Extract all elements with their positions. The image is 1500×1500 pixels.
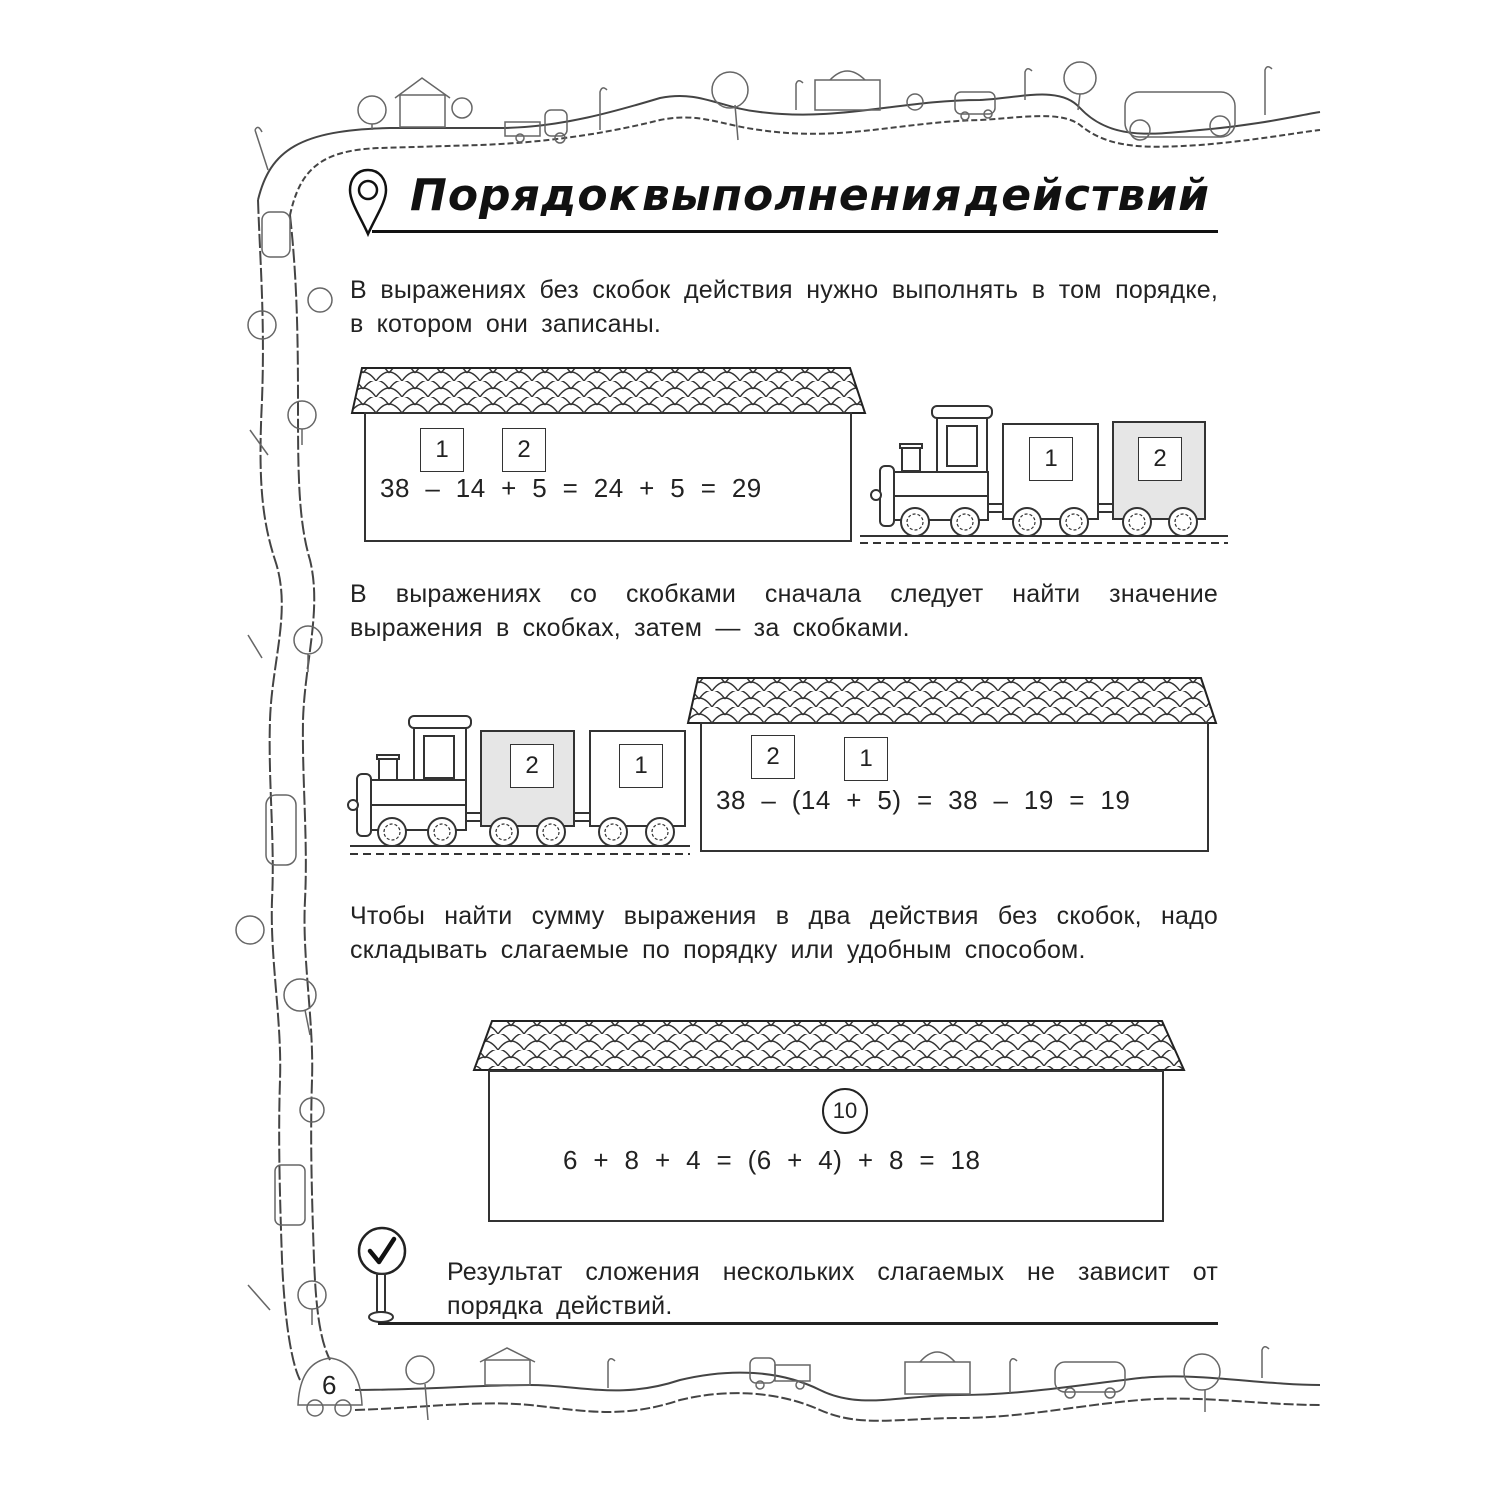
- title-underline: [372, 230, 1218, 233]
- title-word: Порядок: [410, 169, 640, 221]
- circled-sum: 10: [822, 1088, 868, 1134]
- wagon-label: 1: [1029, 437, 1073, 481]
- expression-2: 38 – (14 + 5) = 38 – 19 = 19: [716, 785, 1131, 815]
- expression-1: 38 – 14 + 5 = 24 + 5 = 29: [380, 473, 762, 503]
- title-word: выполнения: [641, 169, 963, 221]
- order-box: 2: [751, 735, 795, 779]
- title-word: действий: [964, 169, 1210, 221]
- wagon-label: 1: [619, 744, 663, 788]
- note-underline: [378, 1322, 1218, 1325]
- expression-3: 6 + 8 + 4 = (6 + 4) + 8 = 18: [563, 1145, 981, 1175]
- wagon-label: 2: [510, 744, 554, 788]
- page-number: 6: [322, 1370, 337, 1400]
- rule-text-3: Чтобы найти сумму выражения в два действия без скобок, надо складывать слагаемые по порядку или удобным способом.: [350, 902, 1218, 964]
- note-text: Результат сложения нескольких слагаемых не зависит от порядка действий.: [447, 1258, 1218, 1320]
- map-pin-icon: [348, 168, 388, 238]
- checkmark-sign-icon: [352, 1225, 412, 1325]
- order-box: 1: [420, 428, 464, 472]
- order-box: 1: [844, 737, 888, 781]
- rule-text-2: В выражениях со скобками сначала следует найти значение выражения в скобках, затем — за скобками.: [350, 580, 1218, 642]
- rule-text-1: В выражениях без скобок действия нужно выполнять в том порядке, в котором они записаны.: [350, 276, 1218, 338]
- page-title: [410, 165, 1210, 225]
- order-box: 2: [502, 428, 546, 472]
- tiled-roof: [472, 1018, 1192, 1078]
- wagon-label: 2: [1138, 437, 1182, 481]
